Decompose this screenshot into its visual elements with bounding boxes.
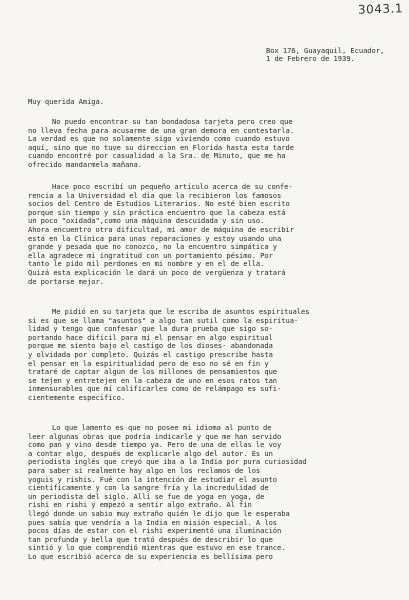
header-place: Box 176, Guayaquil, Ecuador, xyxy=(266,46,385,55)
letter-line: No puedo encontrar su tan bondadosa tarjeta pero creo que xyxy=(52,117,293,126)
letter-line: Quizá esta explicación le dará un poco de vergüenza y tratará xyxy=(28,268,286,277)
letter-line: Me pidió en su tarjeta que le escriba de asuntos espirituales xyxy=(52,307,310,316)
letter-line: leer algunas obras que podría indicarle y que me han servido xyxy=(28,431,282,441)
letter-line: ella agradece mi ingratitud con un portamiento pésimo. Por xyxy=(28,250,273,260)
letter-line: grande y pesada que no conozco, no la encuentro simpática y xyxy=(28,242,278,252)
letter-line: como pan y vino desde tiempo ya. Pero de una de ellas le voy xyxy=(28,440,282,450)
letter-line: no lleva fecha para acusarme de una gran demora en contestarla. xyxy=(28,125,294,135)
letter-line: cientemente especifico. xyxy=(28,393,126,402)
letter-line: trataré de captar algun de los millones de pensamientos que xyxy=(28,367,278,377)
letter-line: pues sabía que vendría a la India en misión especial. A los xyxy=(28,517,278,527)
letter-line: si es que se llama "asuntos" a algo tan sutil como la espiritua- xyxy=(28,315,299,325)
letter-line: aquí, sino que no tuve su direccion en Florida hasta esta tarde xyxy=(28,142,294,152)
letter-line: yoguis y rishis. Fué con la intención de estudiar el asunto xyxy=(28,474,278,484)
letter-line: Lo que escribió acerca de su experiencia es bellísima pero xyxy=(28,552,273,561)
letter-line: Lo que lamento es que no posee mi idioma al punto de xyxy=(52,423,272,432)
letter-line: está en la Clínica para unas reparaciones y estoy usando una xyxy=(28,233,282,243)
letter-line: portando hace difícil para mí el pensar en algo espiritual xyxy=(28,332,273,342)
letter-line: rencia a la Universidad el día que la recibieron los famosos xyxy=(28,190,282,200)
letter-line: socios del Centro de Estudios Literarios. No esté bien escrito xyxy=(28,199,290,209)
salutation: Muy querida Amiga. xyxy=(28,97,104,106)
letter-line: para saber si realmente hay algo en los reclamos de los xyxy=(28,466,261,475)
letter-line: porque me siento bajo el castigo de los dioses- abandonada xyxy=(28,341,273,351)
letter-line: pocos días de estar con el rishi experimentó una iluminación xyxy=(28,526,282,536)
letter-line: se tejen y entretejen en la cabeza de uno en esos ratos tan xyxy=(28,375,278,385)
letter-line: de portarse mejor. xyxy=(28,276,104,286)
letter-line: porque sin tiempo y sin práctica encuentro que la cabeza está xyxy=(28,207,286,217)
letter-line: tan profunda y bella que trató después de describir lo que xyxy=(28,534,273,544)
archive-reference-number: 3043.1 xyxy=(357,1,404,17)
letter-line: un periodista del siglo. Allí se fue de yoga en yoga, de xyxy=(28,491,265,501)
letter-line: ofrecido mandarmela mañana. xyxy=(28,160,142,169)
letter-line: un poco "oxidada",como una máquina descuidada y sin uso. xyxy=(28,216,265,226)
letter-line: el pensar en la espiritualidad pero de eso no sé en fin y xyxy=(28,358,269,368)
letter-line: científicamente y con la sangre fría y la incredulidad de xyxy=(28,483,269,493)
letter-line: lidad y tengo que confesar que la dura prueba que sigo so- xyxy=(28,324,273,334)
letter-line: llegó donde un sabio muy extraño quién le dijo que le esperaba xyxy=(28,509,290,518)
letter-line: La verdad es que no solamente sigo viviendo como cuando estuvo xyxy=(28,134,290,144)
letter-line: a contar algo, después de explicarle algo del autor. Es un xyxy=(28,448,273,458)
letter-line: tanto le pido mil perdones en mi nombre y en el de ella. xyxy=(28,259,265,269)
header-date: 1 de Febrero de 1939. xyxy=(266,54,355,63)
letter-line: Hace poco escribí un pequeño artículo acerca de su confe- xyxy=(52,182,293,191)
letter-line: inmensurables que mí calificarles como de relámpago es sufi- xyxy=(28,384,282,394)
letter-line: y olvidada por completo. Quizás el castigo prescribe hasta xyxy=(28,350,273,359)
letter-line: Ahora encuentro otra dificultad, mi amor de máquina de escribir xyxy=(28,225,294,234)
letter-line: rishi en rishi y empezó a sentir algo extraño. Al fin xyxy=(28,500,252,510)
letter-line: cuando encontré por casualidad a la Sra. de Minuto, que me ha xyxy=(28,151,286,161)
letter-line: periodista inglés que creyó que iba a la India por pura curiosidad xyxy=(28,457,307,467)
letter-line: sintió y lo que comprendió mientras que estuvo en ese trance. xyxy=(28,543,286,553)
